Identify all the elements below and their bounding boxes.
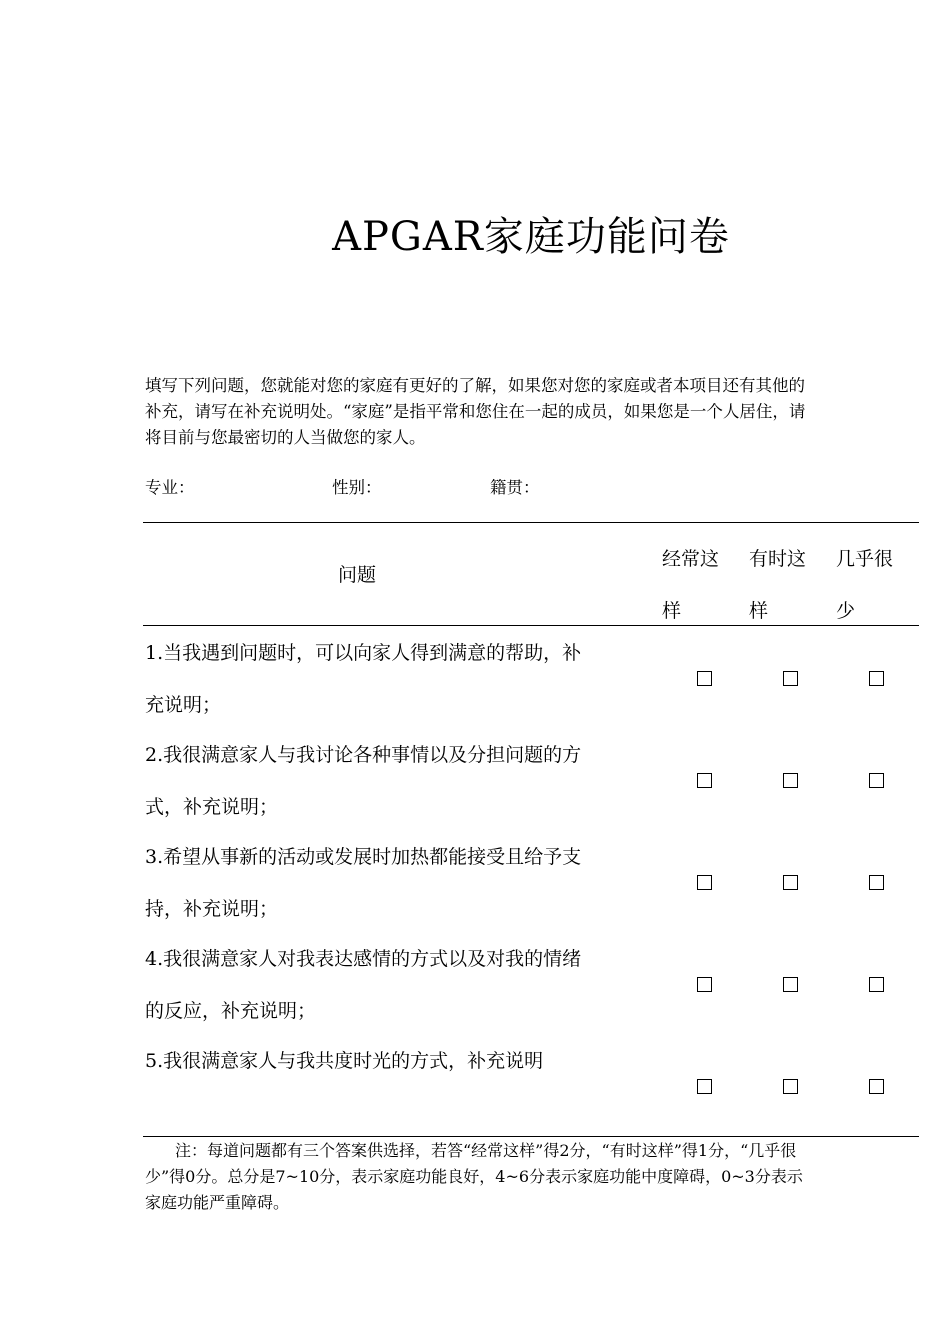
intro-paragraph: 填写下列问题，您就能对您的家庭有更好的了解，如果您对您的家庭或者本项目还有其他的补充，请写在补充说明处。“家庭”是指平常和您住在一起的成员，如果您是一个人居住，请将目前与您最密切的人当做您的家人。 [145,376,806,447]
table-top-rule [143,522,919,523]
q1-rarely-checkbox[interactable] [869,671,884,686]
page-title: APGAR家庭功能问卷 [332,214,730,260]
scoring-note-text: 注：每道问题都有三个答案供选择，若答“经常这样”得2分，“有时这样”得1分，“几乎很少”得0分。总分是7~10分，表示家庭功能良好，4~6分表示家庭功能中度障碍，0~3分表示家庭功能严重障碍。 [145,1141,803,1212]
q5-sometimes-checkbox[interactable] [783,1079,798,1094]
gender-field-label: 性别： [332,478,382,497]
header-rarely: 几乎很少 [836,548,894,622]
q2-rarely-checkbox[interactable] [869,773,884,788]
question-5: 5.我很满意家人与我共度时光的方式，补充说明 [145,1050,544,1072]
table-bottom-rule [143,1136,919,1137]
q1-often-checkbox[interactable] [697,671,712,686]
q2-often-checkbox[interactable] [697,773,712,788]
q2-sometimes-checkbox[interactable] [783,773,798,788]
question-4: 4.我很满意家人对我表达感情的方式以及对我的情绪的反应，补充说明； [145,948,582,1022]
question-2: 2.我很满意家人与我讨论各种事情以及分担问题的方式，补充说明； [145,744,582,818]
table-header-rule [143,625,919,626]
q4-rarely-checkbox[interactable] [869,977,884,992]
question-1: 1.当我遇到问题时，可以向家人得到满意的帮助，补充说明； [145,642,582,716]
q3-sometimes-checkbox[interactable] [783,875,798,890]
q5-rarely-checkbox[interactable] [869,1079,884,1094]
question-3: 3.希望从事新的活动或发展时加热都能接受且给予支持，补充说明； [145,846,582,920]
q3-rarely-checkbox[interactable] [869,875,884,890]
scoring-note [145,1138,810,1216]
header-sometimes: 有时这样 [749,548,807,622]
q1-sometimes-checkbox[interactable] [783,671,798,686]
major-field-label: 专业： [145,478,195,497]
header-often: 经常这样 [662,548,720,622]
question-column-header: 问题 [338,564,377,586]
q4-sometimes-checkbox[interactable] [783,977,798,992]
q5-often-checkbox[interactable] [697,1079,712,1094]
hometown-field-label: 籍贯： [490,478,540,497]
q4-often-checkbox[interactable] [697,977,712,992]
q3-often-checkbox[interactable] [697,875,712,890]
